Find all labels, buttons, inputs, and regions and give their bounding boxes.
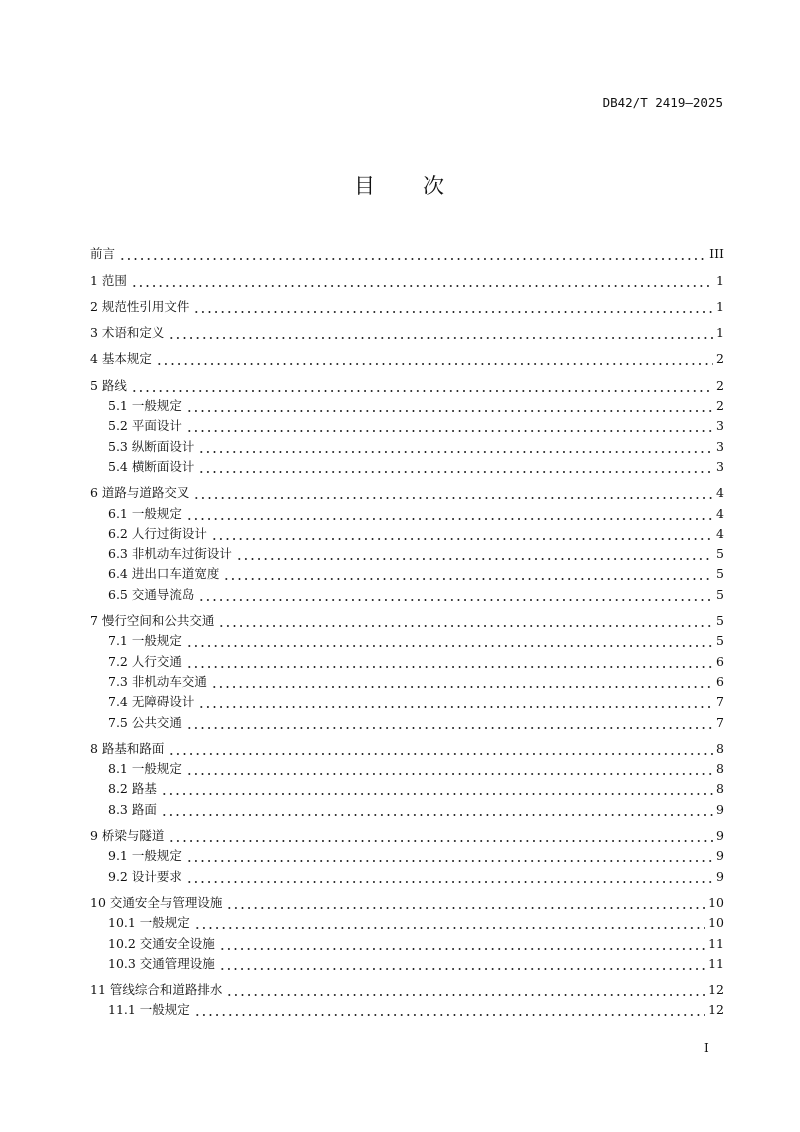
dot-leader (161, 781, 713, 797)
toc-entry[interactable] (90, 649, 724, 669)
dot-leader (186, 848, 713, 864)
toc-entry[interactable] (90, 481, 724, 501)
dot-leader (226, 982, 705, 998)
toc-entry-page: 1 (716, 272, 724, 288)
toc-entry[interactable] (90, 501, 724, 521)
document-code: DB42/T 2419—2025 (602, 95, 723, 110)
toc-entry-page: 2 (716, 377, 724, 393)
toc-entry[interactable] (90, 455, 724, 475)
toc-entry-label: 9.1 一般规定 (108, 848, 182, 864)
toc-entry-page: 1 (716, 325, 724, 341)
dot-leader (211, 526, 713, 542)
dot-leader (211, 674, 713, 690)
toc-entry-page: 9 (716, 801, 724, 817)
dot-leader (198, 587, 713, 603)
toc-entry-label: 6.1 一般规定 (108, 505, 182, 521)
toc-entry-page: 8 (716, 781, 724, 797)
toc-entry-page: 1 (716, 298, 724, 314)
toc-entry-page: 11 (708, 955, 724, 971)
toc-entry[interactable] (90, 394, 724, 414)
toc-entry-page: 10 (708, 894, 724, 910)
toc-entry-page: 8 (716, 740, 724, 756)
toc-entry-label: 7.4 无障碍设计 (108, 694, 195, 710)
toc-entry-label: 9 桥梁与隧道 (90, 828, 165, 844)
dot-leader (219, 936, 705, 952)
toc-entry-page: 5 (716, 586, 724, 602)
dot-leader (168, 325, 713, 341)
toc-entry[interactable] (90, 347, 724, 367)
dot-leader (218, 613, 713, 629)
toc-entry[interactable] (90, 670, 724, 690)
toc-entry-label: 5 路线 (90, 377, 127, 393)
dot-leader (119, 246, 706, 262)
toc-entry[interactable] (90, 690, 724, 710)
toc-entry[interactable] (90, 710, 724, 730)
toc-entry-label: 7 慢行空间和公共交通 (90, 613, 215, 629)
dot-leader (198, 694, 713, 710)
toc-entry-page: 10 (708, 915, 724, 931)
toc-entry[interactable] (90, 998, 724, 1018)
toc-entry-label: 1 范围 (90, 272, 127, 288)
toc-entry[interactable] (90, 824, 724, 844)
toc-entry[interactable] (90, 911, 724, 931)
toc-entry-page: 6 (716, 673, 724, 689)
dot-leader (198, 459, 713, 475)
toc-entry-page: 9 (716, 828, 724, 844)
dot-leader (186, 869, 713, 885)
toc-entry-page: 4 (716, 485, 724, 501)
toc-entry-page: 3 (716, 418, 724, 434)
toc-entry-page: 7 (716, 694, 724, 710)
toc-entry[interactable] (90, 321, 724, 341)
toc-entry[interactable] (90, 952, 724, 972)
dot-leader (186, 418, 713, 434)
dot-leader (198, 439, 713, 455)
toc-entry-label: 5.4 横断面设计 (108, 458, 195, 474)
toc-entry-label: 4 基本规定 (90, 351, 152, 367)
dot-leader (186, 654, 713, 670)
toc-entry-label: 10.2 交通安全设施 (108, 935, 215, 951)
toc-entry[interactable] (90, 844, 724, 864)
toc-entry-page: 12 (708, 1002, 724, 1018)
dot-leader (186, 506, 713, 522)
dot-leader (193, 485, 713, 501)
toc-entry-page: 2 (716, 351, 724, 367)
page-number: I (704, 1041, 709, 1055)
toc-entry[interactable] (90, 522, 724, 542)
toc-entry-label: 前言 (90, 246, 116, 262)
toc-entry-page: III (709, 246, 724, 262)
toc-entry[interactable] (90, 978, 724, 998)
table-of-contents (90, 242, 724, 1018)
dot-leader (194, 915, 705, 931)
toc-entry[interactable] (90, 542, 724, 562)
toc-entry-page: 5 (716, 633, 724, 649)
dot-leader (193, 299, 713, 315)
toc-entry-label: 10.3 交通管理设施 (108, 955, 215, 971)
toc-entry[interactable] (90, 582, 724, 602)
toc-entry-page: 11 (708, 935, 724, 951)
dot-leader (168, 828, 713, 844)
dot-leader (161, 802, 713, 818)
toc-entry-page: 4 (716, 525, 724, 541)
toc-entry[interactable] (90, 757, 724, 777)
toc-entry[interactable] (90, 434, 724, 454)
toc-entry[interactable] (90, 797, 724, 817)
toc-entry-label: 6.3 非机动车过街设计 (108, 546, 232, 562)
toc-entry-page: 6 (716, 653, 724, 669)
toc-entry-label: 9.2 设计要求 (108, 868, 182, 884)
toc-entry-page: 4 (716, 505, 724, 521)
toc-entry-label: 10 交通安全与管理设施 (90, 894, 223, 910)
toc-entry[interactable] (90, 737, 724, 757)
toc-entry-page: 5 (716, 613, 724, 629)
dot-leader (186, 715, 713, 731)
toc-entry[interactable] (90, 268, 724, 288)
toc-entry[interactable] (90, 373, 724, 393)
dot-leader (194, 1002, 705, 1018)
toc-entry-label: 2 规范性引用文件 (90, 298, 190, 314)
dot-leader (156, 351, 713, 367)
toc-entry-label: 3 术语和定义 (90, 325, 165, 341)
toc-entry-page: 7 (716, 714, 724, 730)
toc-entry-label: 7.1 一般规定 (108, 633, 182, 649)
dot-leader (219, 956, 705, 972)
page-title: 目 次 (354, 174, 446, 198)
toc-entry[interactable] (90, 295, 724, 315)
dot-leader (223, 566, 713, 582)
toc-entry-page: 12 (708, 982, 724, 998)
dot-leader (186, 398, 713, 414)
toc-entry-label: 6.4 进出口车道宽度 (108, 566, 220, 582)
toc-entry-label: 7.2 人行交通 (108, 653, 182, 669)
toc-entry-label: 7.5 公共交通 (108, 714, 182, 730)
dot-leader (186, 633, 713, 649)
toc-entry[interactable] (90, 629, 724, 649)
toc-entry[interactable] (90, 562, 724, 582)
toc-entry[interactable] (90, 777, 724, 797)
toc-entry[interactable] (90, 414, 724, 434)
toc-entry-label: 8 路基和路面 (90, 740, 165, 756)
toc-entry-label: 6 道路与道路交叉 (90, 485, 190, 501)
toc-entry[interactable] (90, 242, 724, 262)
toc-entry-label: 5.2 平面设计 (108, 418, 182, 434)
toc-entry-label: 10.1 一般规定 (108, 915, 190, 931)
toc-entry-label: 8.3 路面 (108, 801, 157, 817)
toc-entry[interactable] (90, 864, 724, 884)
toc-entry-page: 2 (716, 398, 724, 414)
toc-entry-label: 7.3 非机动车交通 (108, 673, 207, 689)
dot-leader (131, 273, 713, 289)
toc-entry-label: 5.1 一般规定 (108, 398, 182, 414)
dot-leader (236, 546, 713, 562)
dot-leader (226, 895, 705, 911)
toc-entry-page: 9 (716, 868, 724, 884)
toc-entry-page: 8 (716, 761, 724, 777)
dot-leader (168, 741, 713, 757)
toc-entry-label: 8.1 一般规定 (108, 761, 182, 777)
dot-leader (186, 761, 713, 777)
toc-entry[interactable] (90, 891, 724, 911)
toc-entry-label: 11 管线综合和道路排水 (90, 982, 223, 998)
toc-entry-label: 5.3 纵断面设计 (108, 438, 195, 454)
dot-leader (131, 378, 713, 394)
toc-entry-page: 5 (716, 546, 724, 562)
toc-entry-label: 8.2 路基 (108, 781, 157, 797)
toc-entry-page: 9 (716, 848, 724, 864)
toc-entry-page: 3 (716, 458, 724, 474)
toc-entry[interactable] (90, 931, 724, 951)
toc-entry-label: 6.2 人行过街设计 (108, 525, 207, 541)
toc-entry-label: 11.1 一般规定 (108, 1002, 190, 1018)
toc-entry-label: 6.5 交通导流岛 (108, 586, 195, 602)
toc-entry-page: 5 (716, 566, 724, 582)
toc-entry-page: 3 (716, 438, 724, 454)
toc-entry[interactable] (90, 609, 724, 629)
